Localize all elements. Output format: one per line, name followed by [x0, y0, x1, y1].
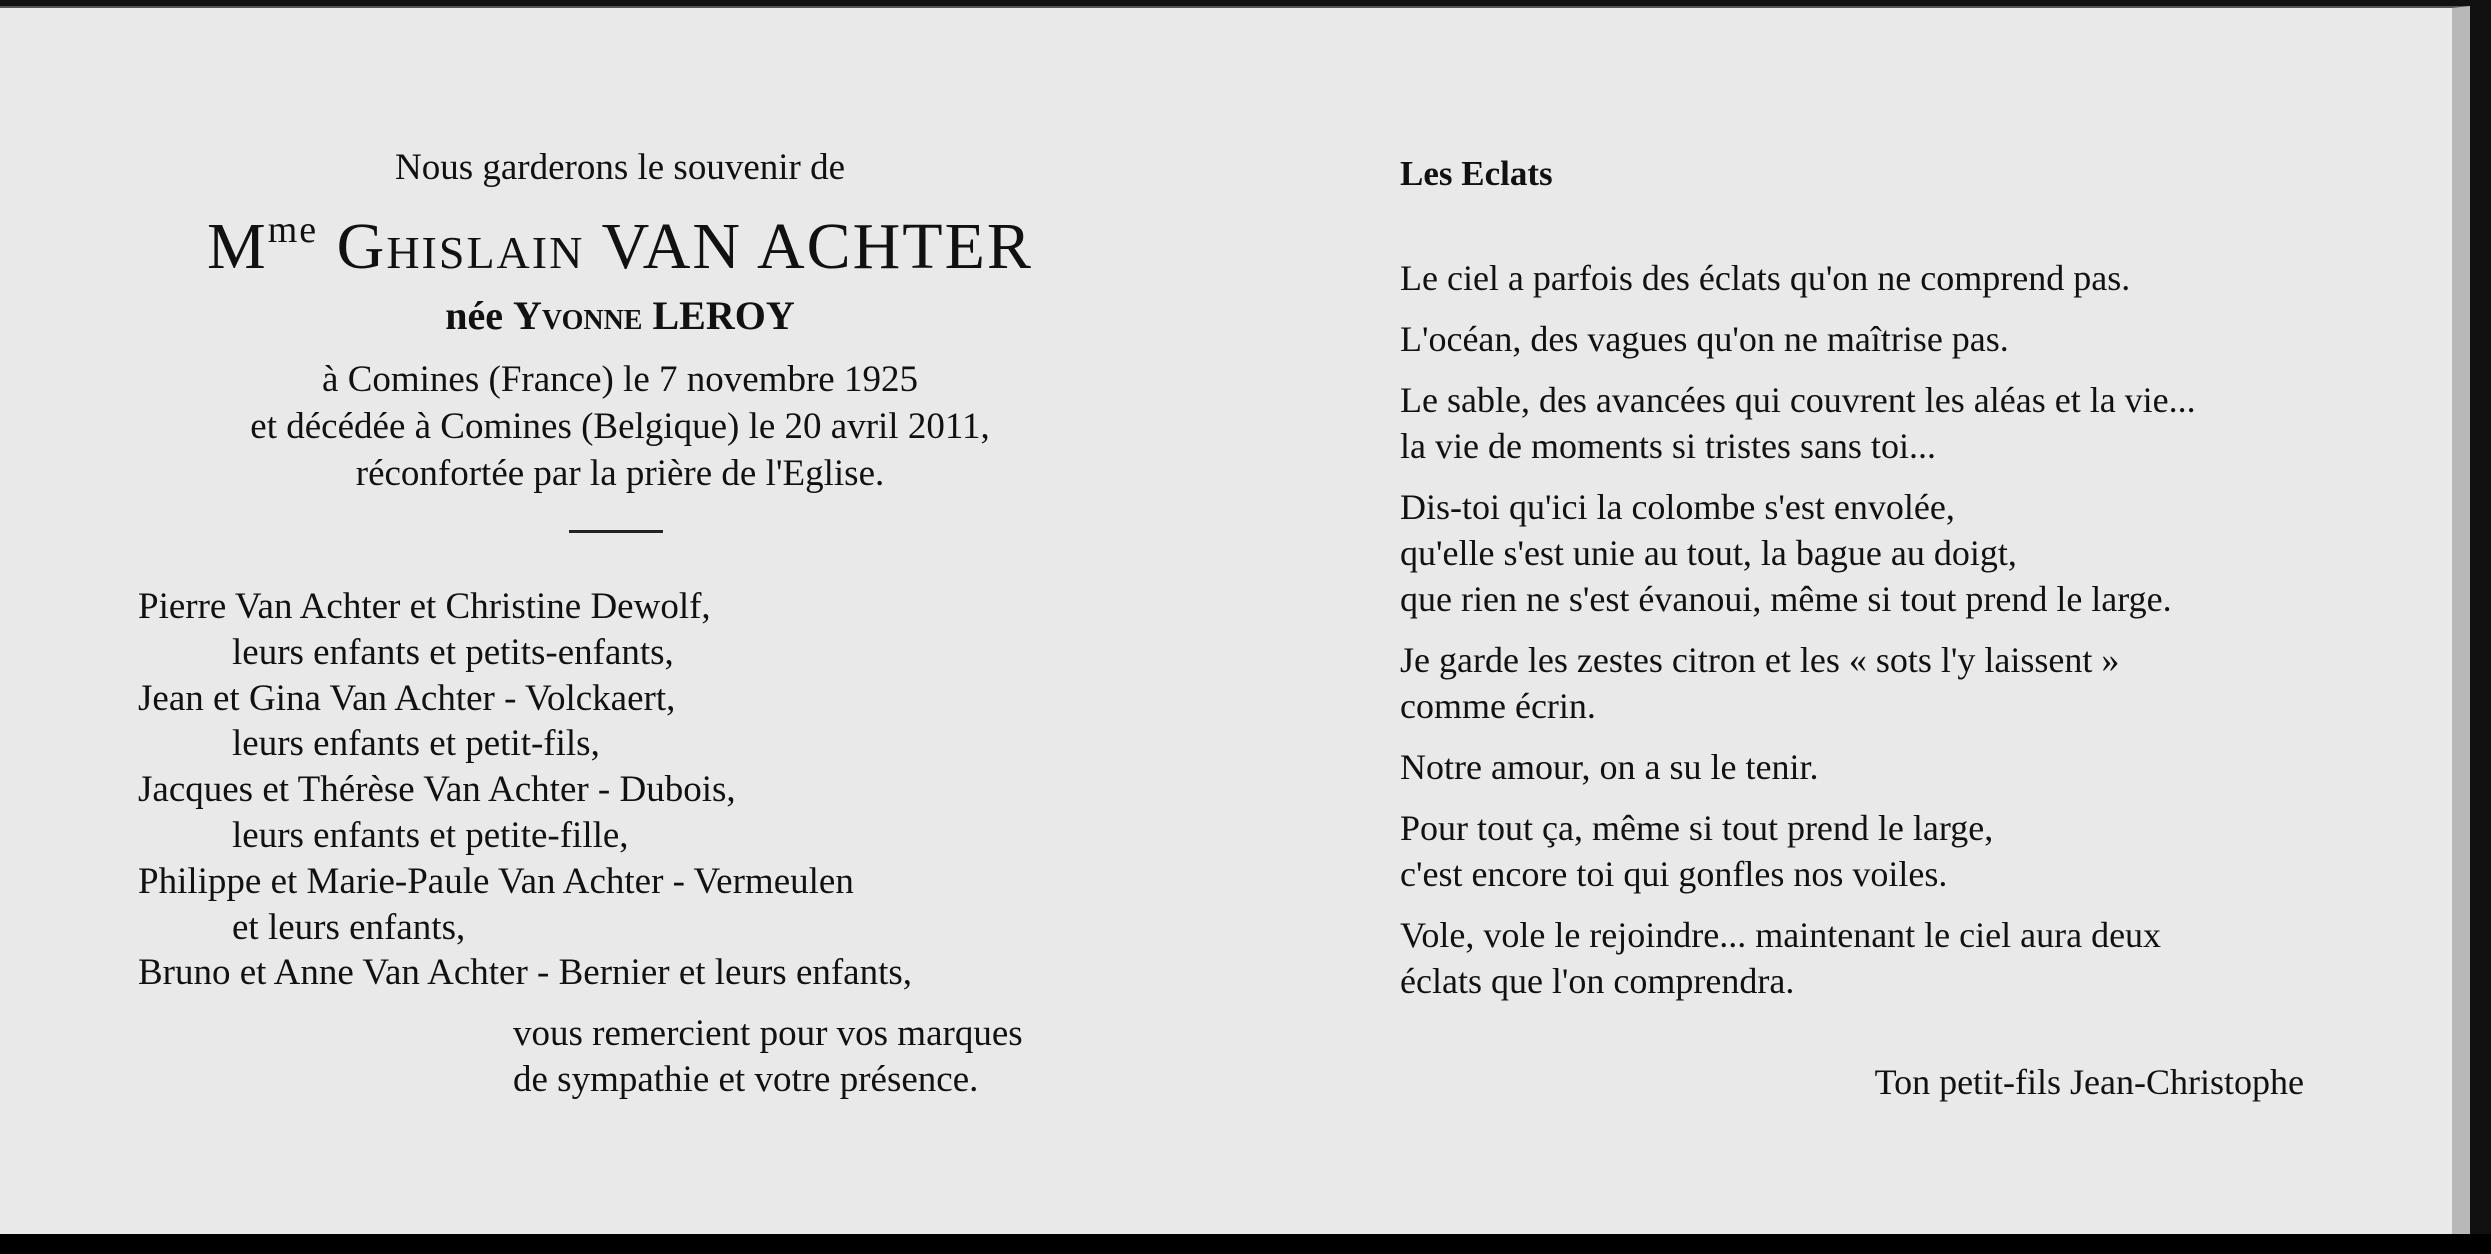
poem-line: Vole, vole le rejoindre... maintenant le ciel aura deux	[1400, 915, 2162, 955]
family-line: Bruno et Anne Van Achter - Bernier et leurs enfants,	[138, 952, 913, 994]
poem-line: Dis-toi qu'ici la colombe s'est envolée,	[1400, 487, 1955, 527]
scan-edge	[0, 1234, 2491, 1254]
poem-title: Les Eclats	[1400, 154, 1553, 193]
death-line: et décédée à Comines (Belgique) le 20 avril 2011,	[250, 406, 990, 447]
maiden-name	[0, 292, 1240, 339]
poem-stanza	[1400, 637, 2196, 729]
family-line: Philippe et Marie-Paule Van Achter - Vermeulen	[138, 860, 854, 902]
family-line: Jacques et Thérèse Van Achter - Dubois,	[138, 769, 736, 811]
poem-line: Le sable, des avancées qui couvrent les aléas et la vie...	[1400, 380, 2196, 420]
church-line: réconfortée par la prière de l'Eglise.	[355, 453, 885, 494]
thanks-line: de sympathie et votre présence.	[513, 1059, 979, 1100]
family-line: leurs enfants et petits-enfants,	[232, 631, 674, 673]
family-line: Pierre Van Achter et Christine Dewolf,	[138, 586, 711, 627]
honorific-letter: M	[207, 210, 268, 283]
poem-stanza	[1400, 484, 2196, 622]
poem-line: L'océan, des vagues qu'on ne maîtrise pas.	[1400, 319, 2009, 359]
family-line: leurs enfants et petit-fils,	[232, 723, 600, 765]
poem-line: qu'elle s'est unie au tout, la bague au doigt,	[1400, 533, 2017, 573]
family-line: leurs enfants et petite-fille,	[232, 814, 629, 856]
first-name: Ghislain	[336, 210, 585, 283]
poem-line: Pour tout ça, même si tout prend le large,	[1400, 808, 1994, 848]
poem-stanza	[1400, 316, 2196, 362]
family-list	[138, 584, 912, 996]
family-line: Jean et Gina Van Achter - Volckaert,	[138, 677, 676, 719]
poem-line: Je garde les zestes citron et les « sots l'y laissent »	[1400, 640, 2120, 680]
divider	[569, 530, 663, 533]
poem-line: c'est encore toi qui gonfles nos voiles.	[1400, 854, 1948, 894]
poem-line: que rien ne s'est évanoui, même si tout prend le large.	[1400, 579, 2172, 619]
maiden-first-name: Yvonne	[513, 293, 643, 338]
thanks-line: vous remercient pour vos marques	[513, 1013, 1023, 1054]
maiden-prefix: née	[445, 293, 504, 338]
honorific-superscript: me	[267, 209, 319, 251]
poem-body	[1400, 255, 2196, 1019]
maiden-last-name: LEROY	[652, 293, 795, 338]
poem-line: la vie de moments si tristes sans toi...	[1400, 426, 1936, 466]
deceased-name	[0, 208, 1240, 285]
family-line: et leurs enfants,	[232, 906, 466, 948]
memorial-card	[0, 6, 2470, 1234]
poem-signature: Ton petit-fils Jean-Christophe	[1874, 1062, 2304, 1102]
poem-stanza	[1400, 255, 2196, 301]
thanks-text	[513, 1011, 1023, 1103]
poem-stanza	[1400, 805, 2196, 897]
left-panel	[0, 8, 1240, 1234]
life-details	[0, 356, 1240, 497]
poem-line: comme écrin.	[1400, 686, 1596, 726]
poem-stanza	[1400, 377, 2196, 469]
poem-line: éclats que l'on comprendra.	[1400, 961, 1795, 1001]
poem-stanza	[1400, 912, 2196, 1004]
last-name: VAN ACHTER	[601, 210, 1033, 283]
birth-line: à Comines (France) le 7 novembre 1925	[322, 359, 918, 400]
poem-stanza	[1400, 744, 2196, 790]
intro-text: Nous garderons le souvenir de	[394, 147, 846, 188]
poem-line: Le ciel a parfois des éclats qu'on ne comprend pas.	[1400, 258, 2131, 298]
right-panel	[1400, 8, 2360, 1234]
poem-line: Notre amour, on a su le tenir.	[1400, 747, 1819, 787]
